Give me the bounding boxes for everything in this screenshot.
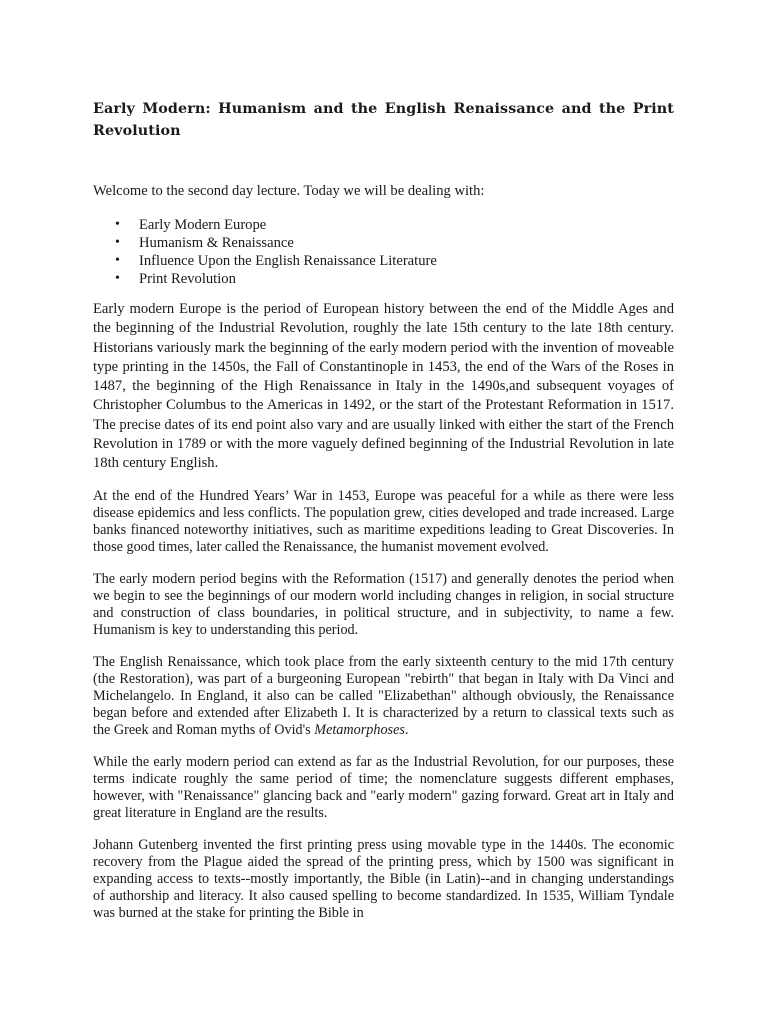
list-item: • Influence Upon the English Renaissance Literature	[93, 252, 674, 270]
document-body	[93, 98, 674, 937]
emphasized-title: Metamorphoses	[314, 721, 405, 738]
list-item: • Print Revolution	[93, 270, 674, 288]
topic-list	[93, 216, 674, 288]
list-item: • Early Modern Europe	[93, 216, 674, 234]
list-item: • Humanism & Renaissance	[93, 234, 674, 252]
page-title: Early Modern: Humanism and the English Renaissance and the Print Revolution	[93, 101, 674, 139]
paragraph-period-terms: While the early modern period can extend as far as the Industrial Revolution, for our purposes, these terms indicate roughly the same period of time; the nomenclature suggests different emphases, however, with "Renaissance" glancing back and "early modern" gazing forward. Great art in Italy and great literature in England are the results.	[93, 753, 674, 821]
intro-text: Welcome to the second day lecture. Today we will be dealing with:	[93, 183, 485, 199]
paragraph-end: .	[404, 721, 409, 738]
paragraph-print-revolution: Johann Gutenberg invented the first printing press using movable type in the 1440s. The economic recovery from the Plague aided the spread of the printing press, which by 1500 was significant in expanding access to texts--mostly importantly, the Bible (in Latin)--and in changing understandings of authorship and literacy. It also caused spelling to become standardized. In 1535, William Tyndale was burned at the stake for printing the Bible in	[93, 836, 674, 921]
paragraph-hundred-years-war: At the end of the Hundred Years’ War in 1453, Europe was peaceful for a while as there were less disease epidemics and less conflicts. The population grew, cities developed and trade increased. Large banks financed noteworthy initiatives, such as maritime expeditions leading to Great Discoveries. In those good times, later called the Renaissance, the humanist movement evolved.	[93, 487, 674, 555]
paragraph-early-modern-europe: Early modern Europe is the period of European history between the end of the Middle Ages and the beginning of the Industrial Revolution, roughly the late 15th century to the late 18th century. Historians variously mark the beginning of the early modern period with the invention of moveable type printing in the 1450s, the Fall of Constantinople in 1453, the end of the Wars of the Roses in 1487, the beginning of the High Renaissance in Italy in the 1490s,and subsequent voyages of Christopher Columbus to the Americas in 1492, or the start of the Protestant Reformation in 1517. The precise dates of its end point also vary and are usually linked with either the start of the French Revolution in 1789 or with the more vaguely defined beginning of the Industrial Revolution in late 18th century English.	[93, 301, 674, 472]
paragraph-english-renaissance	[93, 654, 674, 739]
paragraph-text: The English Renaissance, which took place from the early sixteenth century to the mid 17th century (the Restoration), was part of a burgeoning European "rebirth" that began in Italy with Da Vinci and Michelangelo. In England, it also can be called "Elizabethan" although obviously, the Renaissance began before and extended after Elizabeth I. It is characterized by a return to classical texts such as the Greek and Roman myths of Ovid's	[93, 653, 674, 738]
paragraph-reformation: The early modern period begins with the Reformation (1517) and generally denotes the period when we begin to see the beginnings of our modern world including changes in religion, in social structure and construction of class boundaries, in political structure, and in subjectivity, to name a few. Humanism is key to understanding this period.	[93, 570, 674, 638]
